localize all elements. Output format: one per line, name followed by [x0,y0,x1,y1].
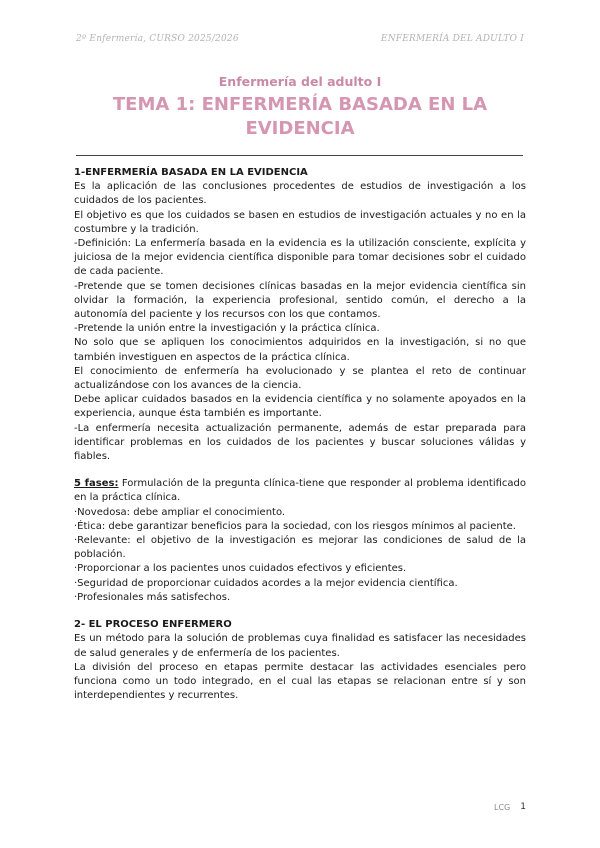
subject-title: Enfermería del adulto I [218,74,382,89]
paragraph-gap [74,605,526,618]
page-number: 1 [520,802,526,812]
paragraph: No solo que se apliquen los conocimientos adquiridos en la investigación, si no que también investiguen en aspectos de la práctica clínica. [74,337,526,363]
page-footer [494,802,526,812]
list-item: ·Relevante: el objetivo de la investigación es mejorar las condiciones de salud de la población. [74,535,526,561]
page-title: TEMA 1: ENFERMERÍA BASADA EN LA EVIDENCIA [112,94,488,139]
paragraph: El conocimiento de enfermería ha evolucionado y se plantea el reto de continuar actualizándose con los avances de la ciencia. [74,365,526,392]
list-item: ·Profesionales más satisfechos. [74,591,231,603]
phases-intro [74,477,526,505]
paragraph: Es un método para la solución de problemas cuya finalidad es satisfacer las necesidades de salud generales y de enfermería de los pacientes. [74,633,526,659]
running-header [76,34,524,44]
list-item: ·Seguridad de proporcionar cuidados acordes a la mejor evidencia científica. [74,577,458,589]
paragraph: -La enfermería necesita actualización permanente, además de estar preparada para identificar problemas en los cuidados de los pacientes y buscar soluciones válidas y fiables. [74,422,526,463]
paragraph: Debe aplicar cuidados basados en la evidencia científica y no solamente apoyados en la experiencia, aunque ésta también es importante. [74,394,526,420]
paragraph: -Pretende que se tomen decisiones clínicas basadas en la mejor evidencia científica sin olvidar la formación, la experiencia profesional, sentido común, el derecho a la autonomía del paciente y los recursos con los que contamos. [74,280,526,321]
phases-intro-text: Formulación de la pregunta clínica-tiene que responder al problema identificado en la práctica clínica. [74,478,526,504]
paragraph: -Definición: La enfermería basada en la evidencia es la utilización consciente, explícita y juiciosa de la mejor evidencia científica disponible para tomar decisiones sobr el cuidado de cada paciente. [74,238,526,278]
paragraph: La división del proceso en etapas permite destacar las actividades esenciales pero funciona como un todo integrado, en el cual las etapas se relacionan entre sí y son interdependientes y recurrentes. [74,661,526,702]
paragraph: -Pretende la unión entre la investigación y la práctica clínica. [74,323,380,335]
section-heading-1: 1-ENFERMERÍA BASADA EN LA EVIDENCIA [74,167,308,178]
list-item: ·Proporcionar a los pacientes unos cuidados efectivos y eficientes. [74,563,407,575]
phases-lead: 5 fases: [74,478,119,490]
document-body [74,166,526,703]
section-heading-2: 2- EL PROCESO ENFERMERO [74,619,232,631]
paragraph-gap [74,464,526,477]
header-course: 2º Enfermería, CURSO 2025/2026 [76,34,239,44]
list-item: ·Novedosa: debe ampliar el conocimiento. [74,506,286,518]
title-divider [76,155,523,156]
paragraph: El objetivo es que los cuidados se basen en estudios de investigación actuales y no en la costumbre y la tradición. [74,209,526,235]
paragraph: Es la aplicación de las conclusiones procedentes de estudios de investigación a los cuidados de los pacientes. [74,181,526,207]
author-initials: LCG [494,802,511,812]
list-item: ·Ética: debe garantizar beneficios para la sociedad, con los riesgos mínimos al paciente. [74,520,516,532]
header-subject: ENFERMERÍA DEL ADULTO I [380,34,524,44]
